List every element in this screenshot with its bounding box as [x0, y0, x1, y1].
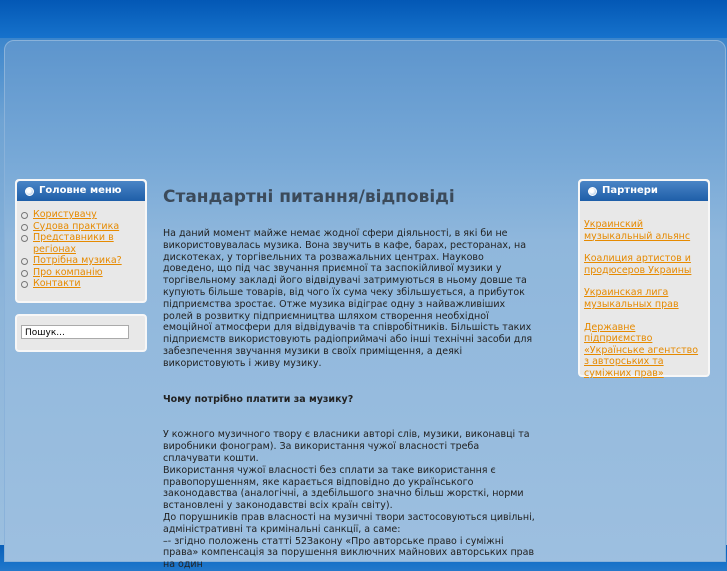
intro-paragraph: На даний момент майже немає жодної сфери діяльності, в які би не використовувалась музика. Вона звучить в кафе, барах, ресторанах, на дискотеках, у торгівельних та розважальних центрах. Науково доведено, що під час звучання приємної та заспокійливої музики у торгівельному закладі його відвідувачі затримуються в ньому довше та купують більше товарів, від чого їх сума чеку збільшується, а прибуток підприємства зростає. Отже музика відіграє одну з найважливіших ролей в розвитку підприємництва шляхом створення необхідної емоційної атмосфери для відвідувачів та співробітників. Більшість таких підприємств використовують радіоприймачі або інші технічні засоби для забезпечення звучання музики в своїх приміщення, а деякі використовують і живу музику.	[163, 228, 533, 369]
main-menu-box	[15, 179, 147, 303]
partner-link[interactable]: Украинская лига музыкальных прав	[584, 287, 679, 310]
question-heading: Чому потрібно платити за музику?	[163, 393, 354, 405]
top-banner	[0, 0, 727, 38]
main-menu-title: Головне меню	[39, 185, 122, 196]
partners-list	[580, 201, 708, 380]
bullet-icon	[588, 187, 597, 196]
menu-item-need-music[interactable]	[21, 255, 145, 267]
search-input[interactable]: Пошук...	[21, 325, 129, 339]
menu-item-regions[interactable]	[21, 232, 145, 255]
menu-link[interactable]: Судова практика	[33, 220, 120, 232]
circle-bullet-icon	[21, 270, 28, 277]
menu-item-about[interactable]	[21, 267, 145, 279]
answer-paragraph-2: Використання чужої власності без сплати за таке використання є правопорушенням, яке карається відповідно до українського законодавства (аналогічні, а здебільшого значно більш жорсткі, норми встановлені у законодавстві всіх країн світу).	[163, 464, 524, 512]
circle-bullet-icon	[21, 235, 28, 242]
menu-link[interactable]: Про компанію	[33, 266, 103, 278]
circle-bullet-icon	[21, 258, 28, 265]
main-menu-list	[17, 209, 145, 290]
main-menu-header	[17, 181, 145, 201]
partners-title: Партнери	[602, 185, 658, 196]
circle-bullet-icon	[21, 224, 28, 231]
menu-item-user[interactable]	[21, 209, 145, 221]
page-title: Стандартні питання/відповіді	[163, 187, 455, 207]
menu-link[interactable]: Контакти	[33, 278, 81, 289]
answer-paragraph-3: До порушників прав власності на музичні твори застосовуються цивільні, адміністративні та кримінальні санкції, а саме:	[163, 511, 535, 535]
partners-box	[578, 179, 710, 377]
menu-link[interactable]: Представники в регіонах	[33, 232, 114, 255]
circle-bullet-icon	[21, 281, 28, 288]
search-box	[15, 314, 147, 352]
partner-link[interactable]: Державне підприємство «Українське агентство з авторських та суміжних прав»	[584, 321, 699, 379]
main-content	[163, 187, 535, 571]
partners-header	[580, 181, 708, 201]
menu-item-court-practice[interactable]	[21, 221, 145, 233]
bullet-icon	[25, 187, 34, 196]
menu-link[interactable]: Користувачу	[33, 209, 97, 220]
circle-bullet-icon	[21, 212, 28, 219]
partner-link[interactable]: Украинский музыкальный альянс	[584, 219, 691, 242]
menu-link[interactable]: Потрібна музика?	[33, 255, 122, 266]
answer-paragraph-4: –- згідно положень статті 52Закону «Про авторське право і суміжні права» компенсація за порушення виключних майнових авторських прав на один	[163, 535, 535, 571]
answer-paragraph-1: У кожного музичного твору є власники авторі слів, музики, виконавці та виробники фонограм). За використання чужої власності треба сплачувати кошти.	[163, 429, 530, 464]
partner-link[interactable]: Коалиция артистов и продюсеров Украины	[584, 253, 692, 276]
menu-item-contacts[interactable]	[21, 278, 145, 290]
